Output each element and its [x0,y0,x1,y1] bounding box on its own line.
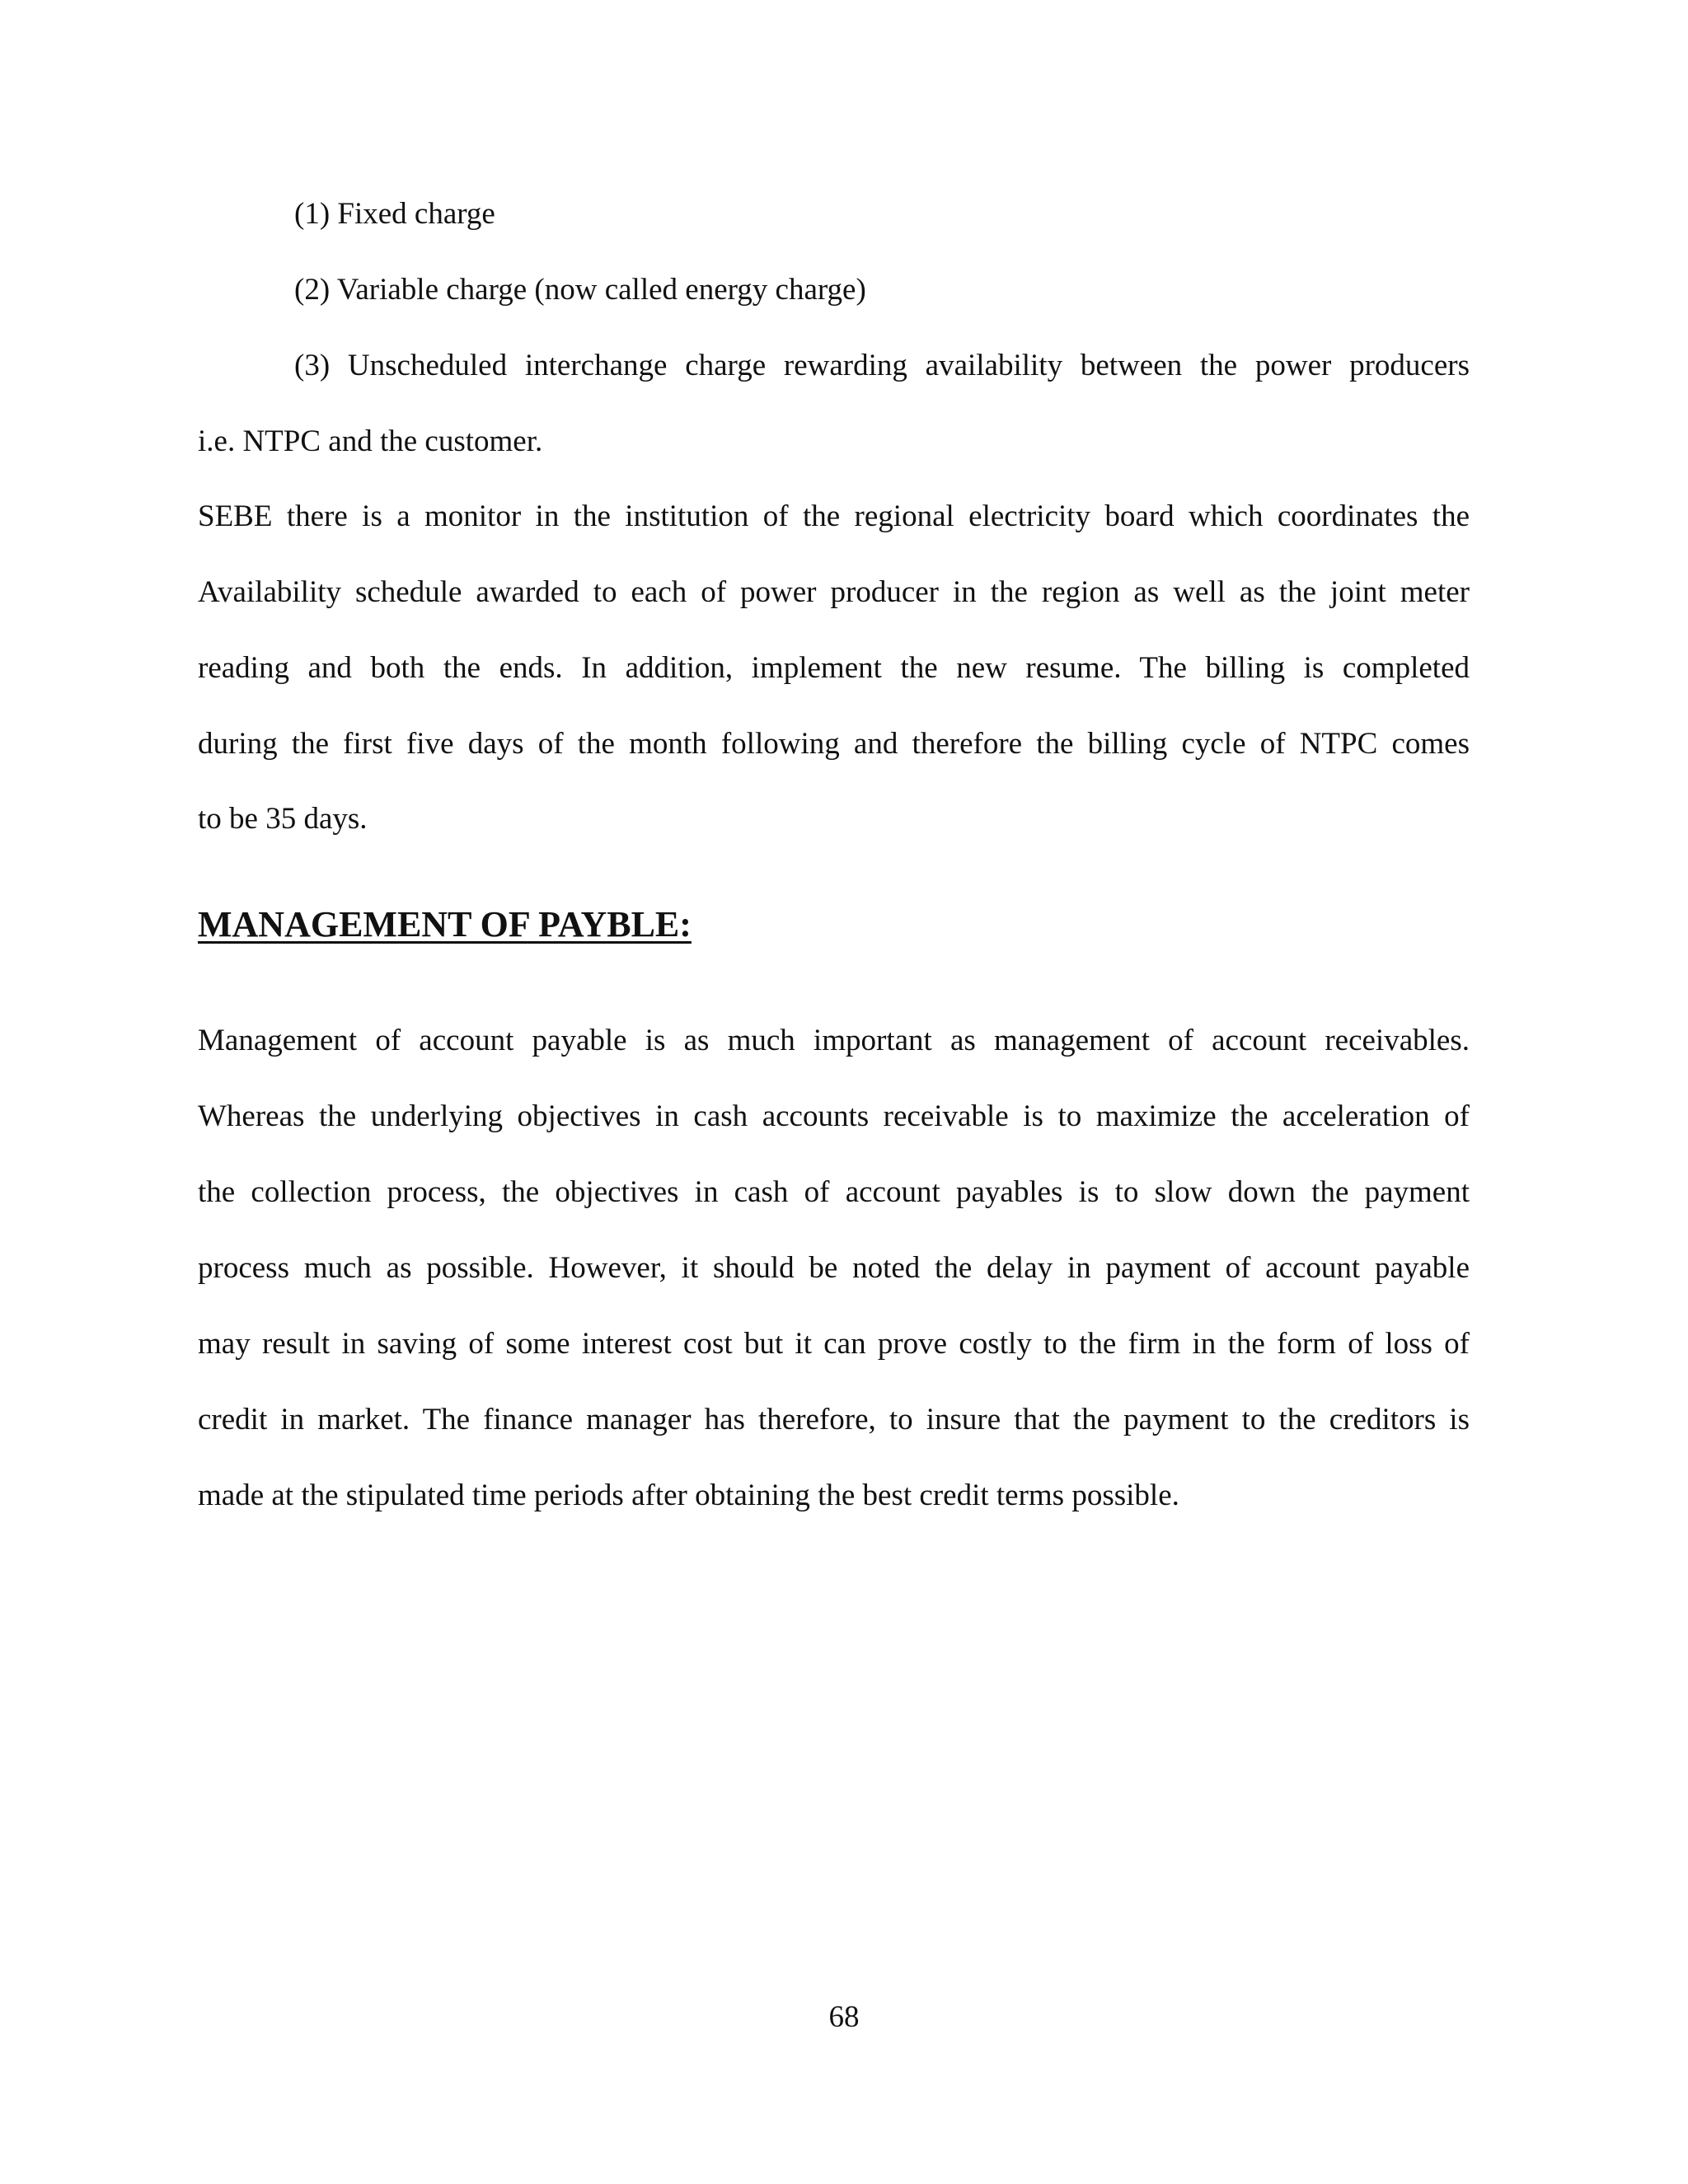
list-item-unscheduled-charge-line1: (3) Unscheduled interchange charge rewarding availability between the power producers [294,349,1470,382]
paragraph-payable-line2: Whereas the underlying objectives in cash accounts receivable is to maximize the acceleration of [198,1099,1470,1133]
paragraph-sebe-line5: to be 35 days. [198,802,368,836]
section-heading: MANAGEMENT OF PAYBLE: [198,904,692,944]
list-item-unscheduled-charge-line2: i.e. NTPC and the customer. [198,424,543,458]
paragraph-payable-line6: credit in market. The finance manager has therefore, to insure that the payment to the creditors is [198,1403,1470,1436]
paragraph-payable-line3: the collection process, the objectives in cash of account payables is to slow down the payment [198,1175,1470,1209]
paragraph-sebe-line1: SEBE there is a monitor in the institution of the regional electricity board which coordinates the [198,499,1470,533]
list-item-fixed-charge: (1) Fixed charge [294,197,495,231]
paragraph-payable-line7: made at the stipulated time periods after obtaining the best credit terms possible. [198,1479,1179,1512]
list-item-variable-charge: (2) Variable charge (now called energy charge) [294,273,866,307]
paragraph-payable-line4: process much as possible. However, it should be noted the delay in payment of account payable [198,1251,1470,1285]
paragraph-sebe-line3: reading and both the ends. In addition, implement the new resume. The billing is completed [198,651,1470,685]
paragraph-payable-line1: Management of account payable is as much important as management of account receivables. [198,1024,1470,1057]
paragraph-sebe-line4: during the first five days of the month following and therefore the billing cycle of NTPC comes [198,727,1470,761]
paragraph-sebe-line2: Availability schedule awarded to each of power producer in the region as well as the joint meter [198,575,1470,609]
paragraph-payable-line5: may result in saving of some interest cost but it can prove costly to the firm in the form of loss of [198,1327,1470,1361]
page-number: 68 [828,2000,860,2034]
